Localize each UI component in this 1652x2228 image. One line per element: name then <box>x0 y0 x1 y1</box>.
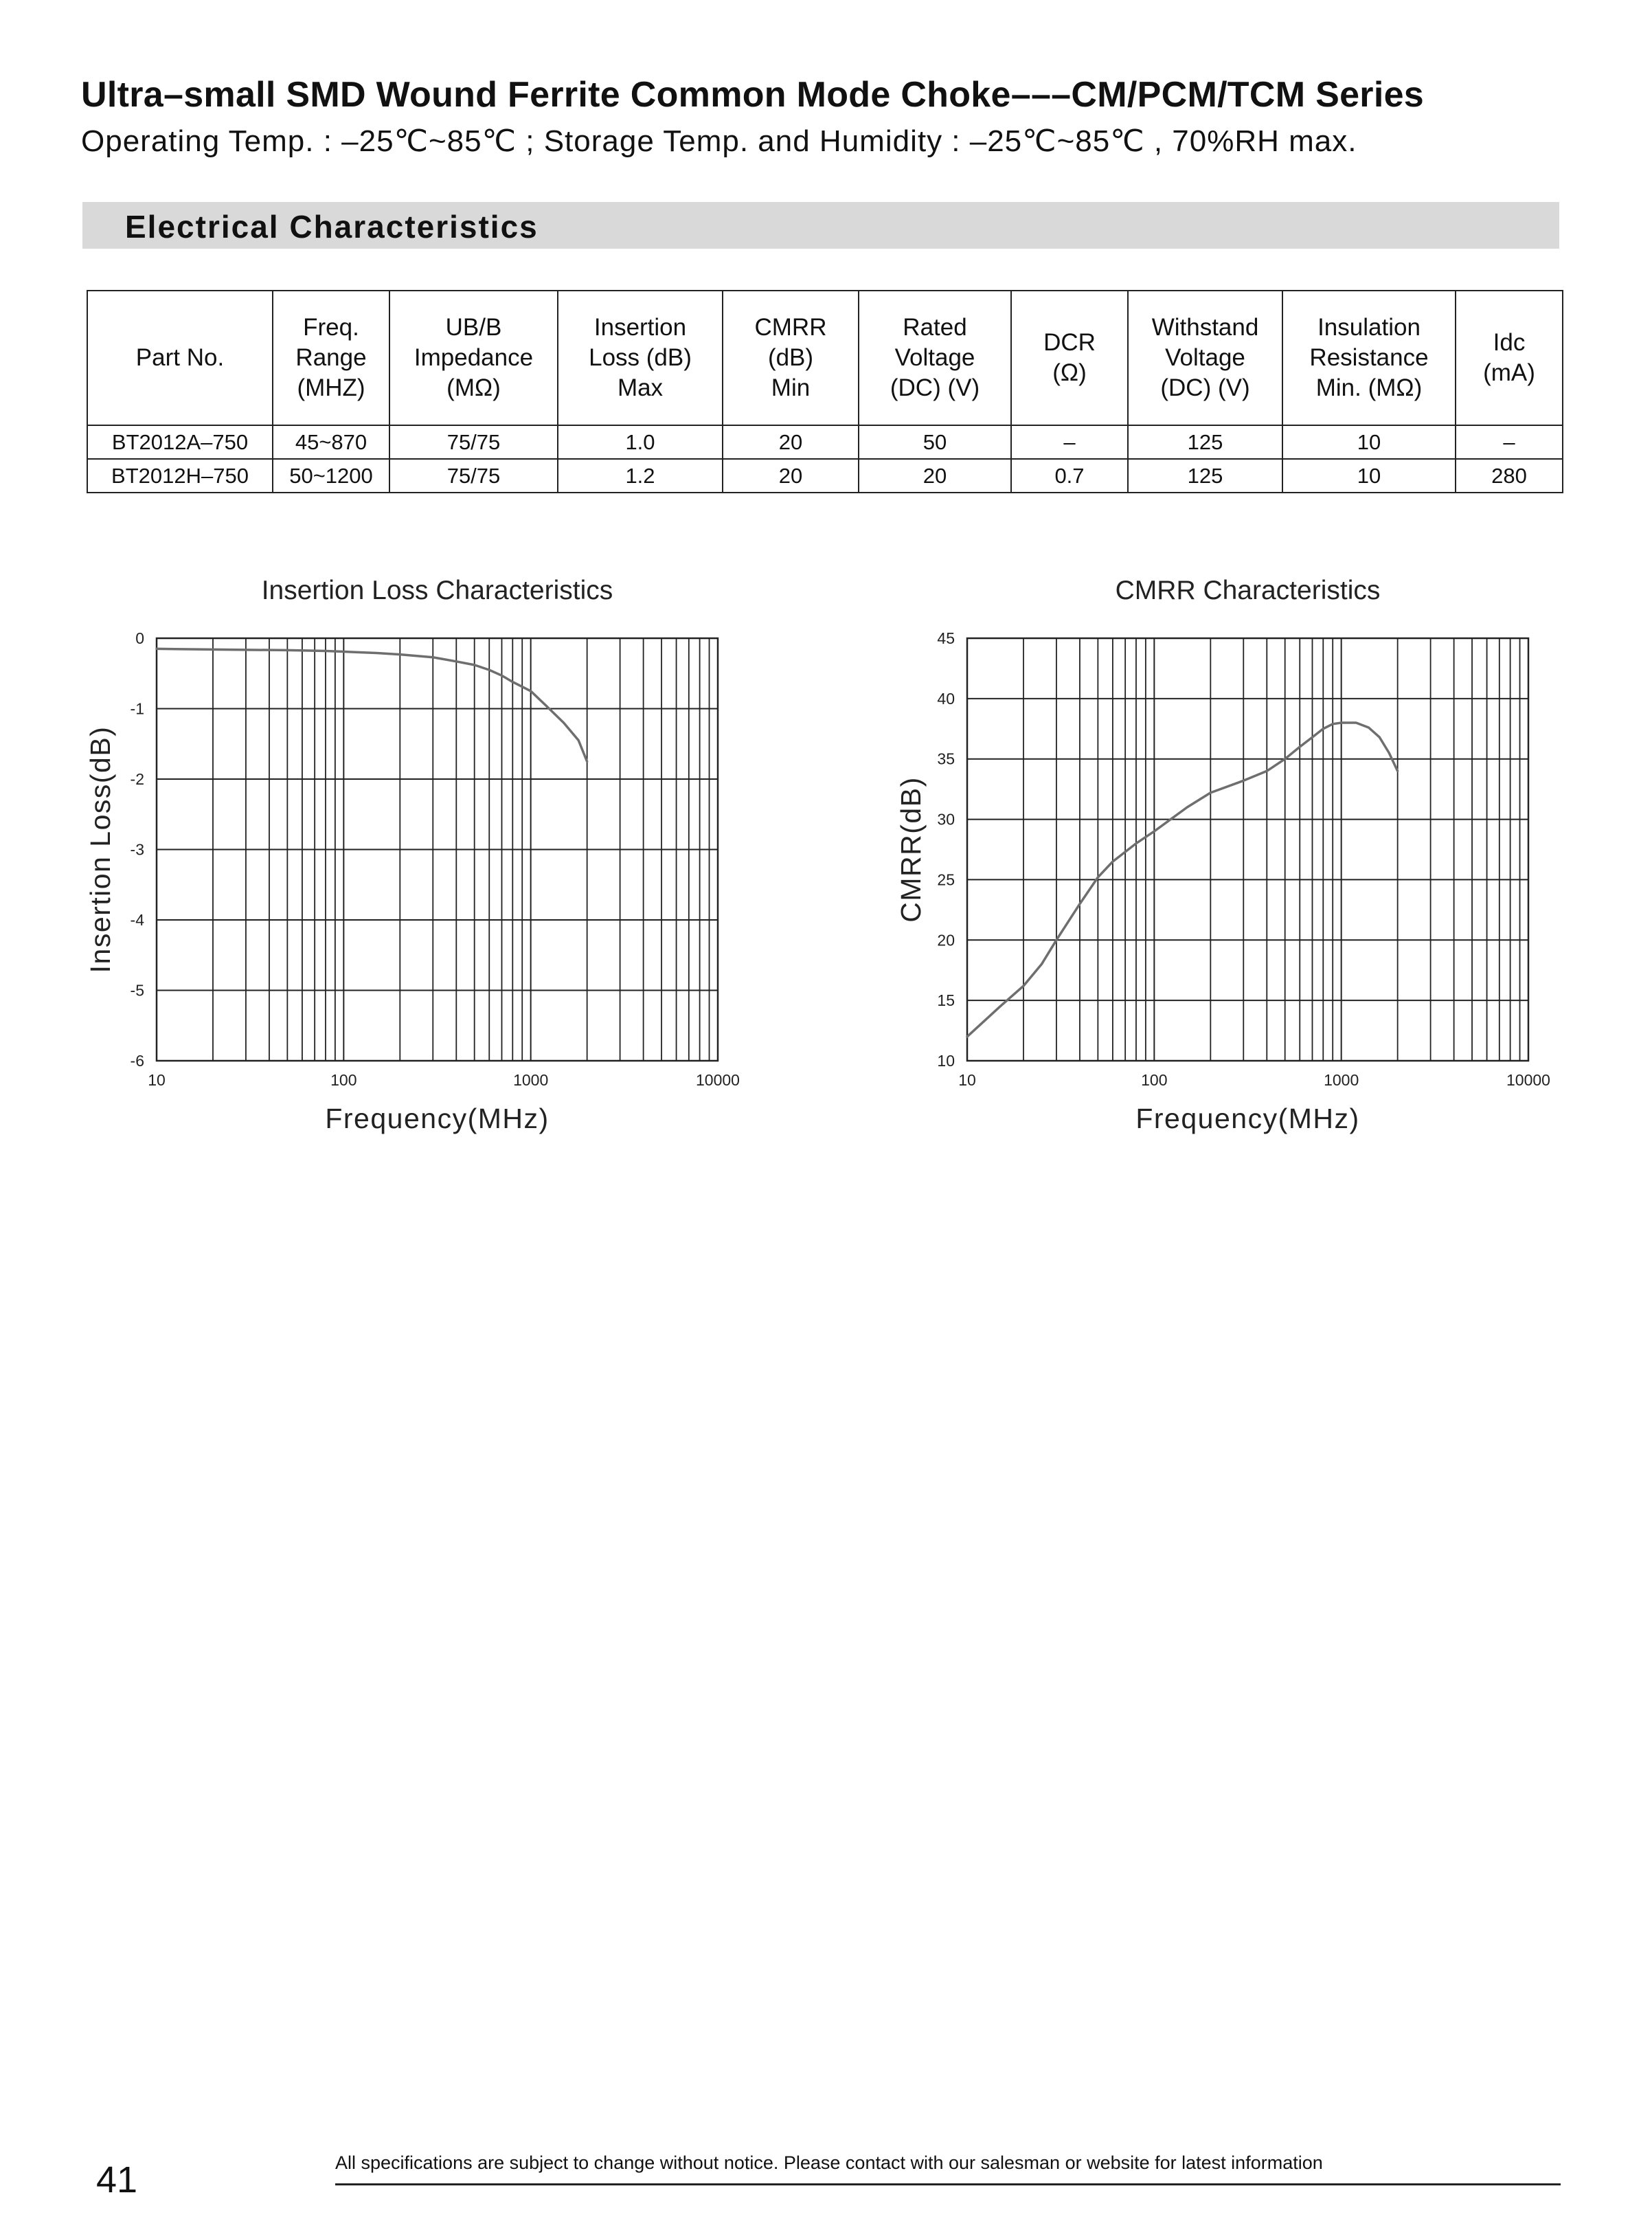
cell-insulation-resistance: 10 <box>1282 425 1456 459</box>
cell-rated-voltage: 20 <box>859 459 1011 493</box>
y-tick-label: 25 <box>937 870 955 889</box>
insertion-loss-chart <box>69 563 769 1154</box>
col-impedance: UB/B Impedance (MΩ) <box>389 291 558 425</box>
cmrr-chart <box>879 563 1580 1154</box>
cell-cmrr: 20 <box>723 425 859 459</box>
chart-title: CMRR Characteristics <box>1115 576 1381 605</box>
table-header-row <box>87 291 1563 425</box>
col-cmrr: CMRR (dB) Min <box>723 291 859 425</box>
cell-freq-range: 45~870 <box>273 425 389 459</box>
cell-insertion-loss: 1.0 <box>558 425 723 459</box>
section-title: Electrical Characteristics <box>125 209 539 245</box>
col-withstand-voltage: Withstand Voltage (DC) (V) <box>1128 291 1282 425</box>
table-row <box>87 425 1563 459</box>
cell-dcr: 0.7 <box>1011 459 1128 493</box>
cell-cmrr: 20 <box>723 459 859 493</box>
x-tick-label: 10000 <box>1506 1071 1550 1089</box>
col-insertion-loss: Insertion Loss (dB) Max <box>558 291 723 425</box>
section-header <box>82 202 1559 249</box>
y-tick-label: -4 <box>130 911 144 929</box>
chart-title: Insertion Loss Characteristics <box>261 576 613 605</box>
page-subtitle: Operating Temp. : –25℃~85℃ ; Storage Temp. and Humidity : –25℃~85℃ , 70%RH max. <box>81 124 1357 158</box>
y-tick-label: 45 <box>937 629 955 647</box>
col-insulation-resistance: Insulation Resistance Min. (MΩ) <box>1282 291 1456 425</box>
x-tick-label: 10 <box>958 1071 976 1089</box>
cell-freq-range: 50~1200 <box>273 459 389 493</box>
page-title: Ultra–small SMD Wound Ferrite Common Mode Choke–––CM/PCM/TCM Series <box>81 75 1425 115</box>
electrical-characteristics-table <box>87 290 1563 493</box>
x-tick-label: 1000 <box>513 1071 549 1089</box>
y-tick-label: -6 <box>130 1052 144 1070</box>
cell-dcr: – <box>1011 425 1128 459</box>
col-part-no: Part No. <box>87 291 273 425</box>
cell-insertion-loss: 1.2 <box>558 459 723 493</box>
x-tick-label: 10000 <box>696 1071 740 1089</box>
cell-impedance: 75/75 <box>389 425 558 459</box>
cell-withstand-voltage: 125 <box>1128 459 1282 493</box>
x-tick-label: 10 <box>148 1071 166 1089</box>
footer-note: All specifications are subject to change without notice. Please contact with our salesman or website for latest information <box>335 2152 1323 2173</box>
x-axis-label: Frequency(MHz) <box>325 1103 550 1134</box>
cell-rated-voltage: 50 <box>859 425 1011 459</box>
col-dcr: DCR (Ω) <box>1011 291 1128 425</box>
table-row <box>87 459 1563 493</box>
x-tick-label: 1000 <box>1324 1071 1359 1089</box>
y-tick-label: 30 <box>937 810 955 829</box>
x-axis-label: Frequency(MHz) <box>1135 1103 1360 1134</box>
y-axis-label: Insertion Loss(dB) <box>84 725 116 974</box>
y-tick-label: 35 <box>937 750 955 768</box>
y-tick-label: 40 <box>937 689 955 708</box>
y-tick-label: 0 <box>135 629 144 647</box>
y-tick-label: -5 <box>130 981 144 1000</box>
col-freq-range: Freq. Range (MHZ) <box>273 291 389 425</box>
col-idc: Idc (mA) <box>1456 291 1563 425</box>
cell-part-no: BT2012H–750 <box>87 459 273 493</box>
x-tick-label: 100 <box>1141 1071 1168 1089</box>
y-tick-label: -3 <box>130 840 144 859</box>
cell-withstand-voltage: 125 <box>1128 425 1282 459</box>
cell-insulation-resistance: 10 <box>1282 459 1456 493</box>
page-number: 41 <box>96 2159 138 2201</box>
x-tick-label: 100 <box>330 1071 357 1089</box>
y-tick-label: -2 <box>130 770 144 788</box>
cell-idc: – <box>1456 425 1563 459</box>
y-axis-label: CMRR(dB) <box>895 776 927 923</box>
y-tick-label: 15 <box>937 991 955 1010</box>
cell-part-no: BT2012A–750 <box>87 425 273 459</box>
cell-impedance: 75/75 <box>389 459 558 493</box>
cell-idc: 280 <box>1456 459 1563 493</box>
footer-divider <box>335 2183 1561 2185</box>
y-tick-label: 20 <box>937 931 955 949</box>
plot-frame <box>967 638 1528 1061</box>
y-tick-label: -1 <box>130 699 144 718</box>
y-tick-label: 10 <box>937 1052 955 1070</box>
col-rated-voltage: Rated Voltage (DC) (V) <box>859 291 1011 425</box>
